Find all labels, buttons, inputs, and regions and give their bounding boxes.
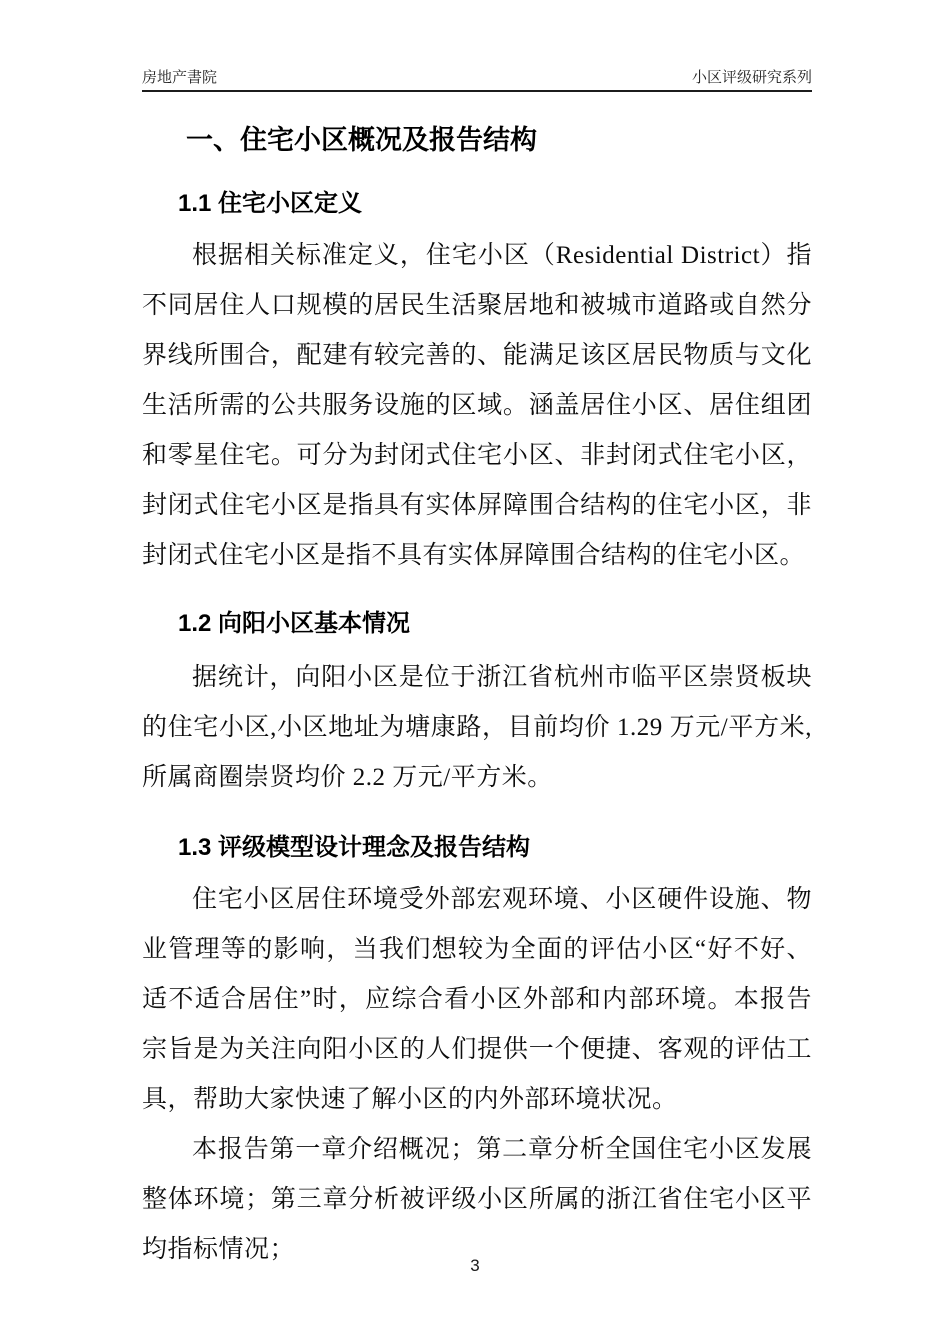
paragraph: 本报告第一章介绍概况；第二章分析全国住宅小区发展整体环境；第三章分析被评级小区所属的浙江省住宅小区平均指标情况； bbox=[142, 1135, 812, 1263]
section-body-1-2 bbox=[142, 653, 812, 803]
header-right-text: 小区评级研究系列 bbox=[691, 69, 812, 86]
paragraph: 根据相关标准定义，住宅小区（Residential District）指不同居住人口规模的居民生活聚居地和被城市道路或自然分界线所围合，配建有较完善的、能满足该区居民物质与文化生活所需的公共服务设施的区域。涵盖居住小区、居住组团和零星住宅。可分为封闭式住宅小区、非封闭式住宅小区，封闭式住宅小区是指具有实体屏障围合结构的住宅小区，非封闭式住宅小区是指不具有实体屏障围合结构的住宅小区。 bbox=[142, 241, 812, 569]
header-left-text: 房地产書院 bbox=[142, 69, 218, 86]
section-heading-1-3: 1.3 评级模型设计理念及报告结构 bbox=[178, 833, 531, 861]
section-heading-1-1: 1.1 住宅小区定义 bbox=[178, 189, 363, 217]
page-header bbox=[142, 0, 812, 92]
section-body-1-1 bbox=[142, 231, 812, 581]
section-body-1-3 bbox=[142, 875, 812, 1275]
chapter-title: 一、住宅小区概况及报告结构 bbox=[186, 125, 537, 155]
paragraph: 住宅小区居住环境受外部宏观环境、小区硬件设施、物业管理等的影响，当我们想较为全面的评估小区“好不好、适不适合居住”时，应综合看小区外部和内部环境。本报告宗旨是为关注向阳小区的人们提供一个便捷、客观的评估工具，帮助大家快速了解小区的内外部环境状况。 bbox=[142, 885, 812, 1113]
section-heading-1-2: 1.2 向阳小区基本情况 bbox=[178, 609, 411, 637]
page-content bbox=[142, 0, 812, 1275]
paragraph: 据统计，向阳小区是位于浙江省杭州市临平区崇贤板块的住宅小区,小区地址为塘康路，目前均价 1.29 万元/平方米,所属商圈崇贤均价 2.2 万元/平方米。 bbox=[142, 663, 812, 791]
page-number: 3 bbox=[470, 1256, 480, 1275]
